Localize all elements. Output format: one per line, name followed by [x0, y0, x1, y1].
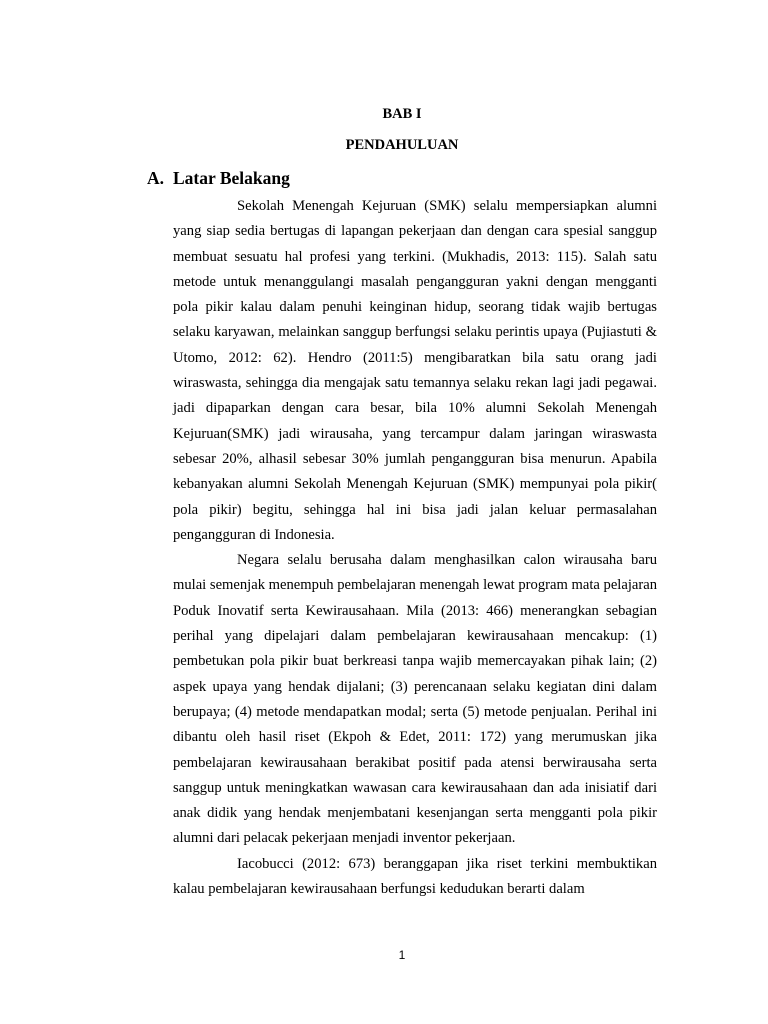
body-text [173, 194, 657, 902]
paragraph: Iacobucci (2012: 673) beranggapan jika riset terkini membuktikan kalau pembelajaran kewirausahaan berfungsi kedudukan berarti dalam [173, 855, 657, 898]
page-number: 1 [398, 948, 406, 962]
section-title: Latar Belakang [173, 168, 290, 188]
paragraph: Sekolah Menengah Kejuruan (SMK) selalu mempersiapkan alumni yang siap sedia bertugas di lapangan pekerjaan dan dengan cara spesial sanggup membuat sesuatu hal profesi yang terkini. (Mukhadis, 2013: 115). Salah satu metode untuk menanggulangi masalah pengangguran yakni dengan mengganti pola pikir kalau dalam penuhi keinginan hidup, seorang tidak wajib bertugas selaku karyawan, melainkan sanggup berfungsi selaku perintis upaya (Pujiastuti & Utomo, 2012: 62). Hendro (2011:5) mengibaratkan bila satu orang jadi wiraswasta, sehingga dia mengajak satu temannya selaku rekan lagi jadi pegawai. jadi dipaparkan dengan cara besar, bila 10% alumni Sekolah Menengah Kejuruan(SMK) jadi wirausaha, yang tercampur dalam jaringan wiraswasta sebesar 20%, alhasil sebesar 30% jumlah pengangguran bisa menurun. Apabila kebanyakan alumni Sekolah Menengah Kejuruan (SMK) mempunyai pola pikir( pola pikir) begitu, sehingga hal ini bisa jadi jalan keluar permasalahan pengangguran di Indonesia. [173, 198, 657, 543]
paragraph: Negara selalu berusaha dalam menghasilkan calon wirausaha baru mulai semenjak menempuh pembelajaran menengah lewat program mata pelajaran Poduk Inovatif serta Kewirausahaan. Mila (2013: 466) menerangkan sebagian perihal yang dipelajari dalam pembelajaran kewirausahaan mencakup: (1) pembetukan pola pikir buat berkreasi tanpa wajib memercayakan pihak lain; (2) aspek upaya yang hendak dijalani; (3) perencanaan selaku kegiatan dini dalam berupaya; (4) metode mendapatkan modal; serta (5) metode penjualan. Perihal ini dibantu oleh hasil riset (Ekpoh & Edet, 2011: 172) yang merumuskan jika pembelajaran kewirausahaan berakibat positif pada atensi berwirausaha serta sanggup untuk meningkatkan wawasan cara kewirausahaan dan ada inisiatif dari anak didik yang hendak menjembatani kesenjangan serta mengganti pola pikir alumni dari pelacak pekerjaan menjadi inventor pekerjaan. [173, 552, 657, 847]
chapter-heading: BAB I [382, 106, 422, 122]
section-heading [147, 168, 290, 188]
section-letter: A. [147, 168, 165, 188]
chapter-title: PENDAHULUAN [345, 137, 459, 153]
